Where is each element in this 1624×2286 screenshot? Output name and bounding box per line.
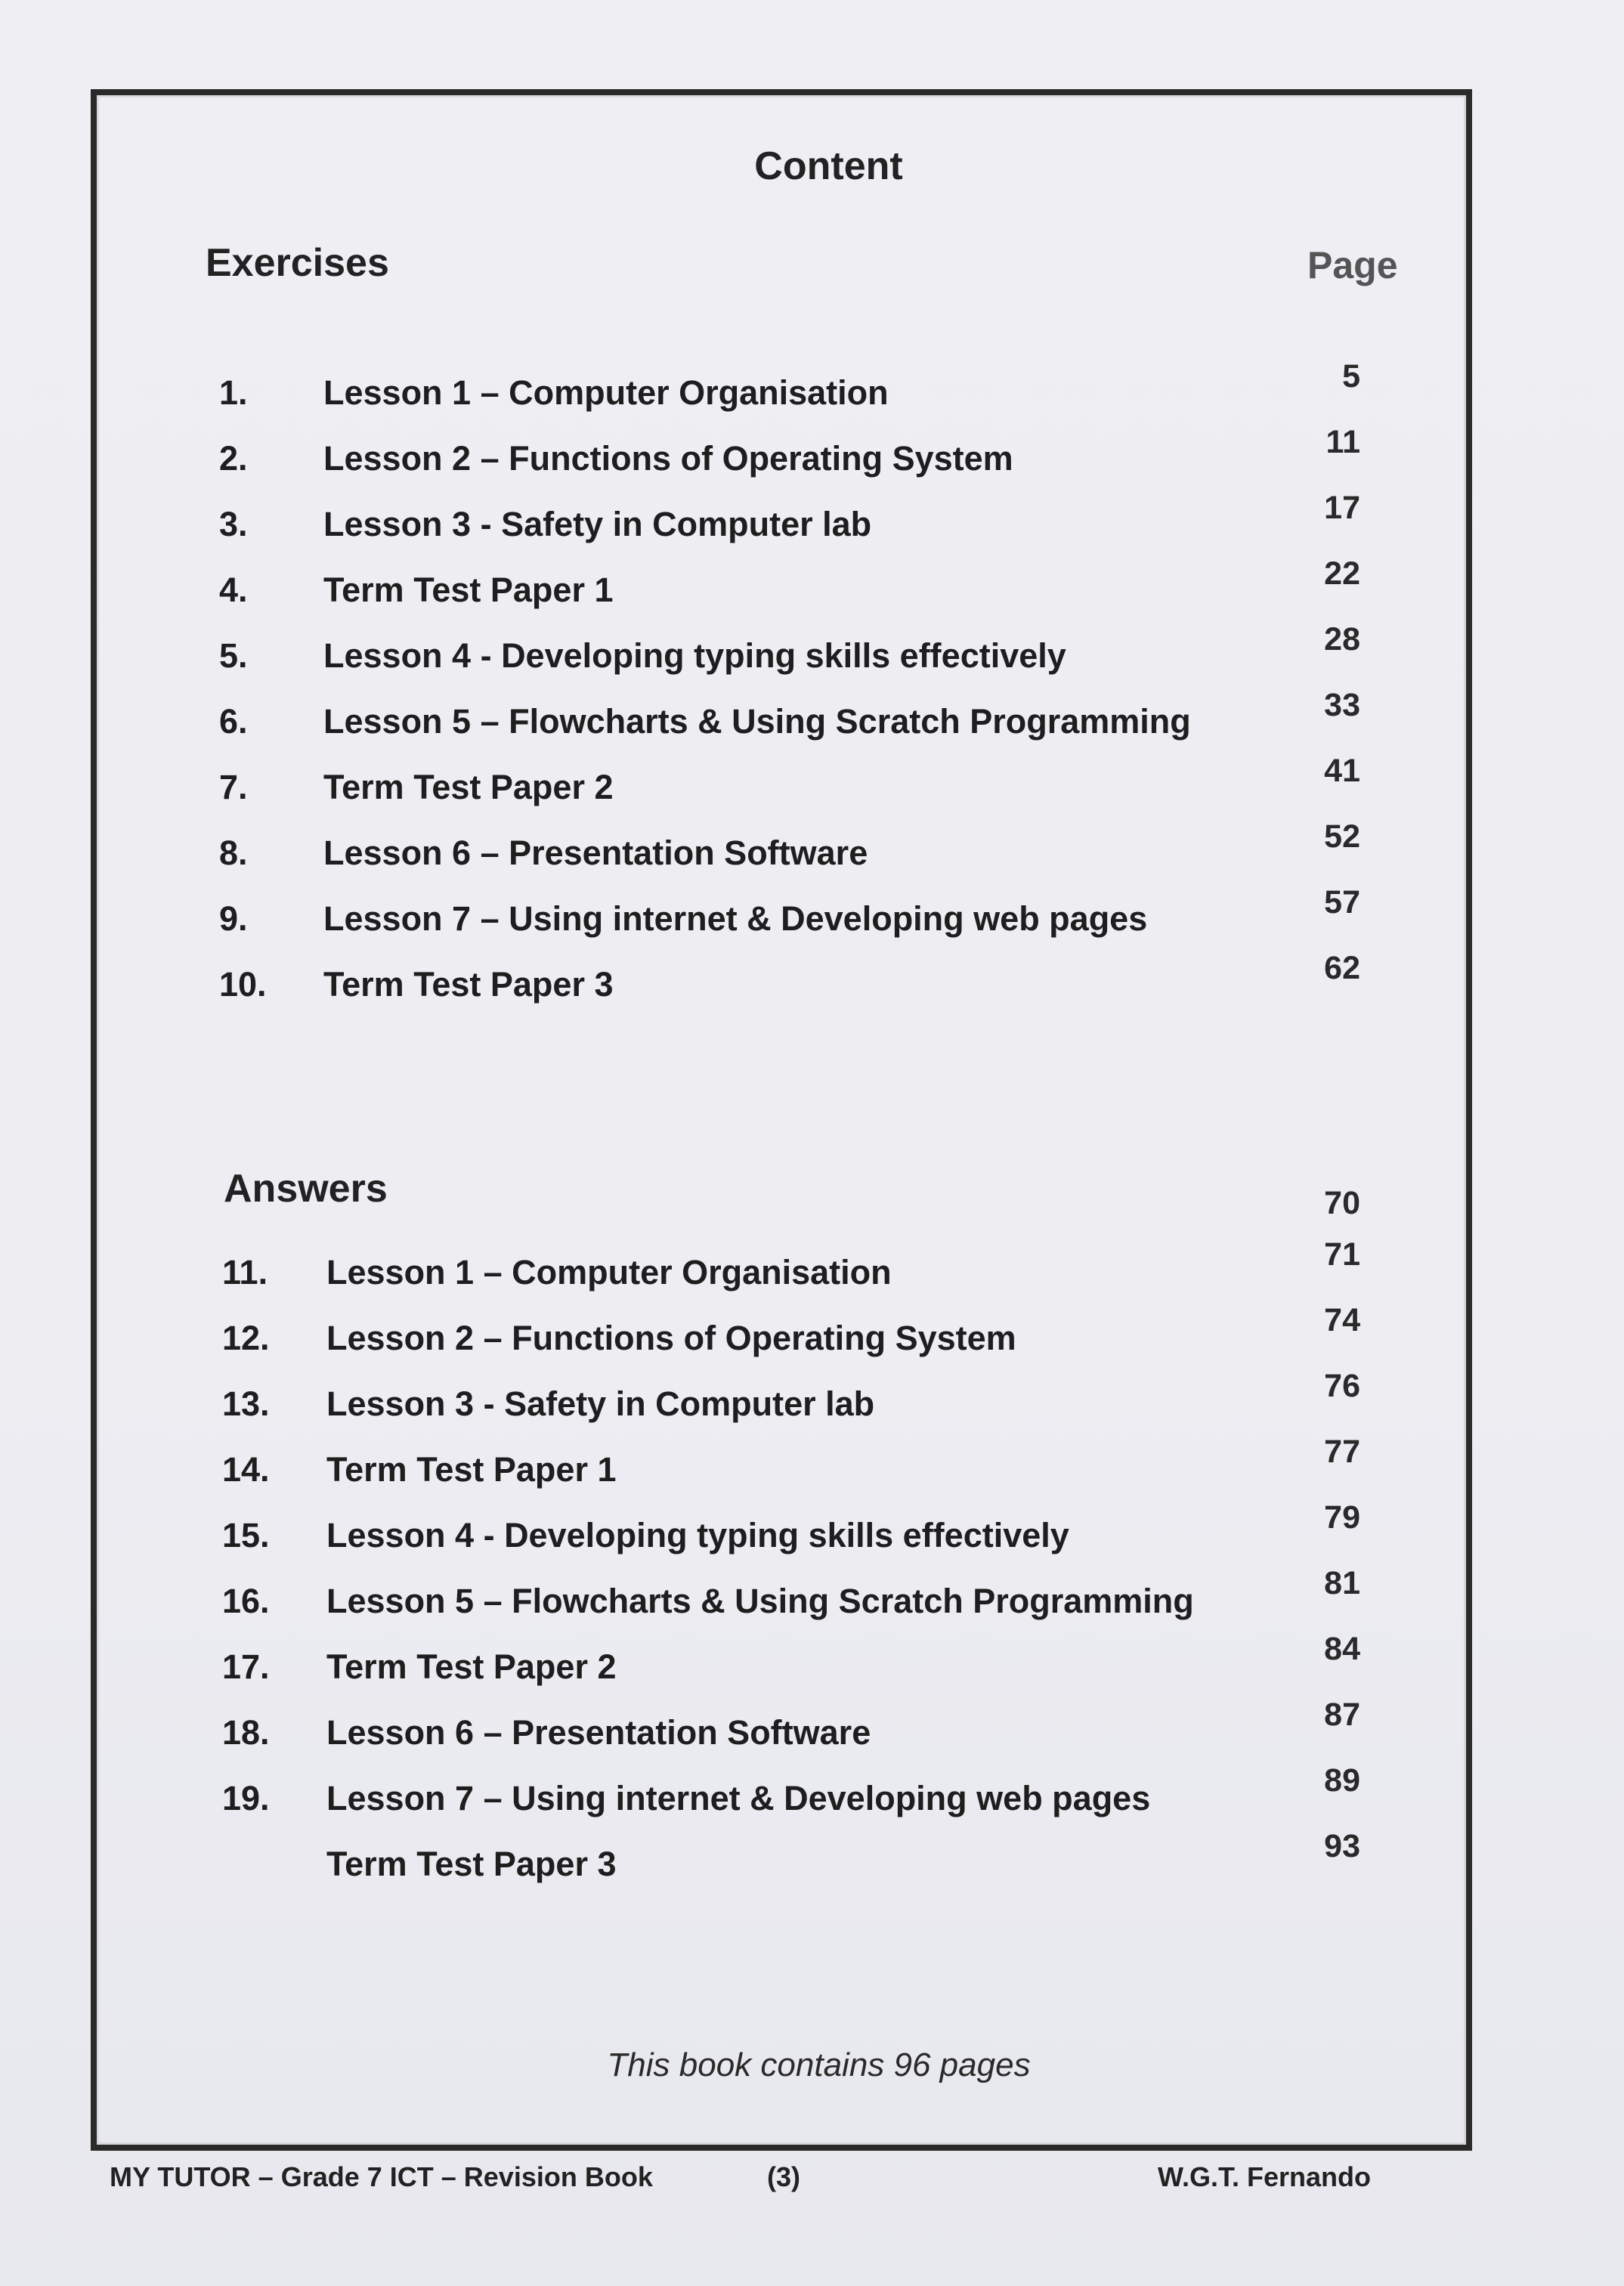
item-page-number: 62 [1324, 950, 1360, 986]
item-title: Term Test Paper 1 [326, 1450, 617, 1489]
item-page-number: 74 [1324, 1302, 1360, 1338]
item-title: Lesson 1 – Computer Organisation [323, 373, 889, 412]
item-title: Lesson 6 – Presentation Software [326, 1713, 871, 1752]
answer-row [0, 1565, 1624, 1627]
item-title: Lesson 3 - Safety in Computer lab [323, 505, 872, 543]
item-title: Lesson 3 - Safety in Computer lab [326, 1384, 875, 1423]
item-title: Lesson 6 – Presentation Software [323, 834, 868, 872]
page-column-heading: Page [1307, 244, 1398, 286]
item-title: Lesson 5 – Flowcharts & Using Scratch Programming [326, 1582, 1194, 1620]
exercise-row [0, 490, 1624, 550]
answer-row [0, 1697, 1624, 1759]
exercise-row [0, 950, 1624, 1010]
item-title: Lesson 1 – Computer Organisation [326, 1253, 892, 1291]
footer-author: W.G.T. Fernando [1158, 2161, 1372, 2192]
item-page-number: 89 [1324, 1762, 1360, 1799]
item-number: 5. [219, 636, 248, 675]
item-number: 9. [219, 899, 248, 938]
exercise-row [0, 621, 1624, 682]
footer-book-title: MY TUTOR – Grade 7 ICT – Revision Book [110, 2161, 653, 2192]
answers-heading: Answers [224, 1167, 388, 1211]
item-number: 7. [219, 768, 248, 806]
item-page-number: 84 [1324, 1631, 1360, 1667]
item-page-number: 87 [1324, 1697, 1360, 1733]
item-number: 8. [219, 834, 248, 872]
answer-row [0, 1631, 1624, 1693]
exercise-row [0, 424, 1624, 484]
item-number: 12. [222, 1319, 270, 1357]
item-number: 6. [219, 702, 248, 741]
item-number: 14. [222, 1450, 270, 1489]
item-number: 15. [222, 1516, 270, 1554]
footer-page-number: (3) [767, 2161, 800, 2192]
exercise-row [0, 555, 1624, 616]
item-page-number: 71 [1324, 1236, 1360, 1273]
exercise-row [0, 884, 1624, 945]
item-page-number: 79 [1324, 1499, 1360, 1536]
item-title: Term Test Paper 3 [326, 1845, 617, 1883]
exercise-row [0, 753, 1624, 813]
item-page-number: 11 [1325, 424, 1360, 460]
answer-row [0, 1236, 1624, 1298]
answers-page-number: 70 [1324, 1185, 1360, 1221]
item-page-number: 22 [1324, 555, 1360, 592]
item-page-number: 41 [1324, 753, 1360, 789]
exercise-row [0, 358, 1624, 419]
page-count-note: This book contains 96 pages [607, 2046, 1031, 2083]
item-number: 16. [222, 1582, 270, 1620]
item-number: 4. [219, 571, 248, 609]
page-title: Content [754, 144, 903, 188]
item-title: Lesson 7 – Using internet & Developing web pages [326, 1779, 1151, 1817]
item-page-number: 81 [1324, 1565, 1360, 1601]
answer-row [0, 1368, 1624, 1430]
item-title: Term Test Paper 2 [326, 1647, 617, 1686]
exercises-heading: Exercises [206, 241, 389, 285]
exercise-row [0, 818, 1624, 879]
item-number: 10. [219, 965, 267, 1004]
answer-row [0, 1762, 1624, 1824]
item-page-number: 33 [1324, 687, 1360, 723]
item-number: 18. [222, 1713, 270, 1752]
item-number: 3. [219, 505, 248, 543]
item-number: 13. [222, 1384, 270, 1423]
item-number: 2. [219, 439, 248, 478]
item-page-number: 28 [1324, 621, 1360, 657]
item-number: 17. [222, 1647, 270, 1686]
item-title: Lesson 4 - Developing typing skills effectively [326, 1516, 1069, 1554]
item-page-number: 52 [1324, 818, 1360, 855]
item-title: Lesson 7 – Using internet & Developing web pages [323, 899, 1148, 938]
item-title: Lesson 2 – Functions of Operating System [326, 1319, 1016, 1357]
answer-row [0, 1828, 1624, 1890]
item-title: Lesson 4 - Developing typing skills effectively [323, 636, 1066, 675]
item-page-number: 17 [1324, 490, 1360, 526]
item-title: Term Test Paper 1 [323, 571, 614, 609]
item-page-number: 5 [1342, 358, 1360, 394]
item-title: Term Test Paper 3 [323, 965, 614, 1004]
item-number: 1. [219, 373, 248, 412]
answer-row [0, 1302, 1624, 1364]
item-page-number: 77 [1324, 1434, 1360, 1470]
item-title: Lesson 5 – Flowcharts & Using Scratch Programming [323, 702, 1191, 741]
item-page-number: 93 [1324, 1828, 1360, 1864]
item-title: Lesson 2 – Functions of Operating System [323, 439, 1013, 478]
answer-row [0, 1434, 1624, 1496]
item-page-number: 57 [1324, 884, 1360, 920]
item-title: Term Test Paper 2 [323, 768, 614, 806]
answer-row [0, 1499, 1624, 1561]
exercise-row [0, 687, 1624, 747]
item-number: 11. [222, 1253, 268, 1291]
item-page-number: 76 [1324, 1368, 1360, 1404]
item-number: 19. [222, 1779, 270, 1817]
